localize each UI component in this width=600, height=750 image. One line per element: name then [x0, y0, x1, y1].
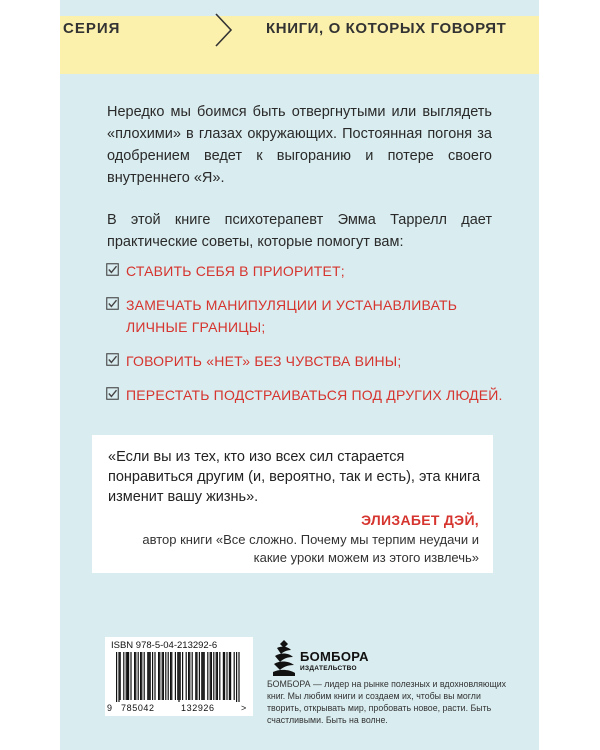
benefits-list — [106, 260, 506, 418]
barcode-bar — [196, 652, 197, 700]
checkbox-checked-icon — [106, 297, 119, 310]
barcode-bar — [171, 652, 172, 700]
intro-paragraph-2: В этой книге психотерапевт Эмма Таррелл дает практические советы, которые помогут вам: — [107, 212, 492, 250]
barcode-bar — [141, 652, 142, 700]
barcode-bar — [192, 652, 193, 700]
intro-paragraph-1: Нередко мы боимся быть отвергнутыми или выглядеть «плохими» в глазах окружающих. Постоянная погоня за одобрением ведет к выгоранию и потере своего внутреннего «Я». — [107, 104, 492, 186]
barcode — [105, 637, 253, 716]
quote-box — [92, 435, 493, 573]
series-name: КНИГИ, О КОТОРЫХ ГОВОРЯТ — [266, 20, 507, 37]
barcode-bar — [213, 652, 214, 700]
chevron-right-icon — [213, 12, 235, 48]
barcode-bar — [159, 652, 160, 700]
checkbox-checked-icon — [106, 263, 119, 276]
barcode-bar — [128, 652, 129, 700]
list-item — [106, 294, 506, 338]
barcode-bar — [165, 652, 166, 700]
barcode-first-digit: 9 — [107, 703, 113, 713]
publisher-description: БОМБОРА — лидер на рынке полезных и вдохновляющих книг. Мы любим книги и создаем их, чтобы вы могли творить, открывать мир, пробовать новое, расти. Быть счастливыми. Быть на волне. — [267, 679, 507, 725]
barcode-bar — [216, 652, 217, 700]
barcode-bar — [126, 652, 127, 700]
quote-author: ЭЛИЗАБЕТ ДЭЙ, — [361, 512, 479, 528]
list-item-text: СТАВИТЬ СЕБЯ В ПРИОРИТЕТ; — [126, 263, 345, 279]
barcode-bar — [195, 652, 196, 700]
barcode-bar — [118, 652, 119, 702]
quote-source: автор книги «Все сложно. Почему мы терпим неудачи и какие уроки можем из этого извлечь» — [142, 532, 479, 565]
barcode-left-digits: 785042 — [121, 703, 155, 713]
barcode-bar — [202, 652, 203, 700]
list-item-text: ГОВОРИТЬ «НЕТ» БЕЗ ЧУВСТВА ВИНЫ; — [126, 353, 402, 369]
barcode-bar — [123, 652, 124, 700]
barcode-right-digits: 132926 — [181, 703, 215, 713]
checkbox-checked-icon — [106, 387, 119, 400]
publisher-subtitle: ИЗДАТЕЛЬСТВО — [300, 665, 357, 672]
barcode-bar — [130, 652, 131, 700]
barcode-bar — [150, 652, 151, 700]
barcode-bar — [226, 652, 227, 700]
barcode-bar — [211, 652, 212, 700]
barcode-bar — [135, 652, 136, 700]
quote-text: «Если вы из тех, кто изо всех сил старается понравиться другим (и, вероятно, так и есть), эта книга изменит вашу жизнь». — [108, 449, 481, 505]
barcode-bar — [210, 652, 211, 700]
barcode-bar — [224, 652, 225, 700]
barcode-bar — [154, 652, 155, 700]
barcode-bar — [116, 652, 117, 702]
barcode-bar — [134, 652, 135, 700]
series-label: СЕРИЯ — [63, 20, 121, 37]
list-item — [106, 260, 506, 282]
barcode-bar — [144, 652, 145, 700]
barcode-bar — [207, 652, 208, 700]
barcode-bar — [158, 652, 159, 700]
barcode-bar — [148, 652, 149, 700]
barcode-bar — [127, 652, 128, 700]
barcode-bar — [201, 652, 202, 700]
barcode-bars — [116, 652, 242, 702]
barcode-bar — [236, 652, 237, 702]
barcode-bar — [223, 652, 224, 700]
barcode-bar — [168, 652, 169, 700]
barcode-bar — [186, 652, 187, 700]
barcode-arrow: > — [241, 703, 247, 713]
barcode-bar — [152, 652, 153, 700]
list-item-text: ПЕРЕСТАТЬ ПОДСТРАИВАТЬСЯ ПОД ДРУГИХ ЛЮДЕЙ. — [126, 387, 503, 403]
barcode-bar — [163, 652, 164, 700]
barcode-bar — [170, 652, 171, 700]
list-item-text: ЗАМЕЧАТЬ МАНИПУЛЯЦИИ И УСТАНАВЛИВАТЬ ЛИЧНЫЕ ГРАНИЦЫ; — [126, 297, 458, 335]
barcode-bar — [230, 652, 231, 700]
barcode-bar — [180, 652, 181, 700]
barcode-bar — [138, 652, 139, 700]
publisher-name: БОМБОРА — [300, 649, 369, 664]
barcode-bar — [238, 652, 239, 702]
barcode-bar — [182, 652, 183, 700]
checkbox-checked-icon — [106, 353, 119, 366]
barcode-bar — [204, 652, 205, 700]
barcode-bar — [120, 652, 121, 700]
barcode-bar — [140, 652, 141, 700]
barcode-bar — [188, 652, 189, 700]
barcode-bar — [217, 652, 218, 700]
barcode-bar — [189, 652, 190, 700]
barcode-bar — [175, 652, 176, 700]
barcode-bar — [178, 652, 179, 702]
isbn-text: ISBN 978-5-04-213292-6 — [111, 640, 218, 651]
barcode-bar — [229, 652, 230, 700]
list-item — [106, 384, 506, 406]
list-item — [106, 350, 506, 372]
barcode-bar — [199, 652, 200, 700]
barcode-bar — [177, 652, 178, 700]
barcode-bar — [219, 652, 220, 700]
barcode-bar — [234, 652, 235, 700]
bombora-logo-icon — [271, 638, 297, 678]
barcode-bar — [147, 652, 148, 700]
barcode-bar — [162, 652, 163, 700]
